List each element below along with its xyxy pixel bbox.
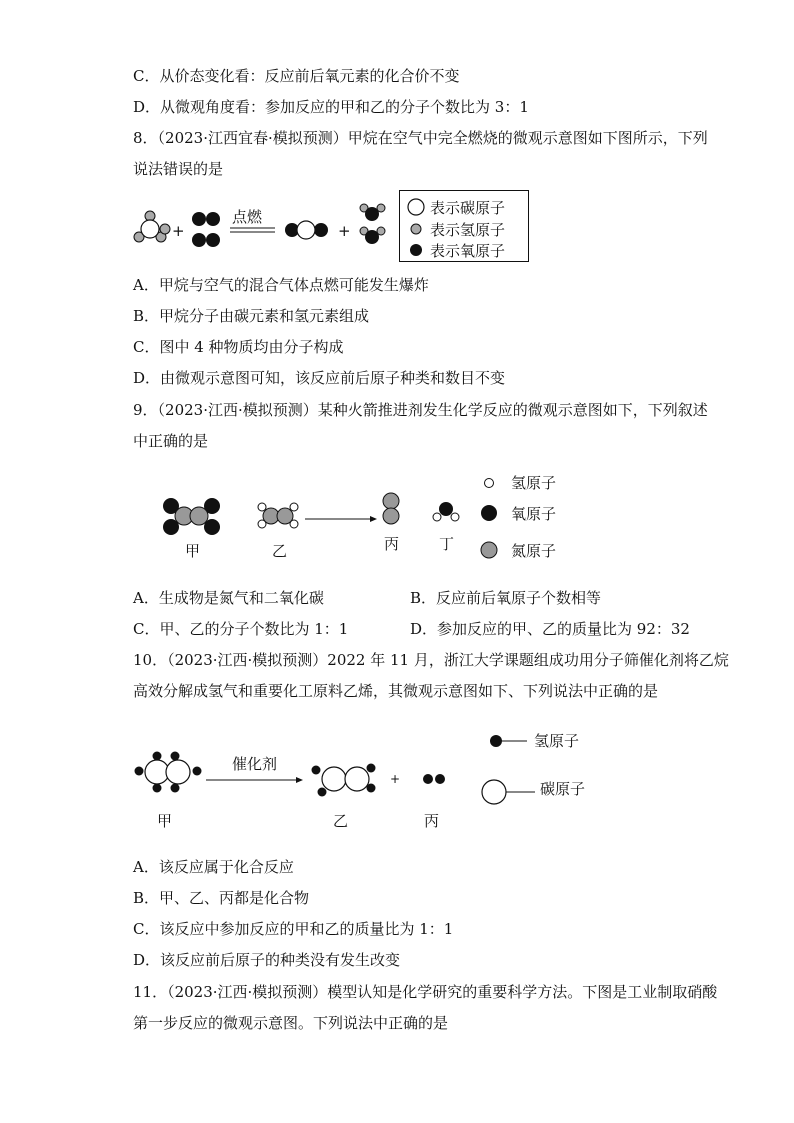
q9-label-ding: 丁: [439, 535, 455, 553]
q10-stem-line1: 10．（2023·江西·模拟预测）2022 年 11 月，浙江大学课题组成功用分子筛催化剂将乙烷: [133, 651, 729, 669]
q9-option-a: A．生成物是氮气和二氧化碳: [133, 589, 324, 607]
q9-legend-nitrogen: 氮原子: [511, 542, 557, 560]
q10-yi-molecule: [312, 764, 376, 797]
legend-carbon: 表示碳原子: [430, 199, 506, 217]
q10-option-d: D．该反应前后原子的种类没有发生改变: [133, 951, 401, 969]
q10-condition: 催化剂: [232, 755, 278, 773]
q10-label-bing: 丙: [424, 812, 440, 830]
plus-sign-2: +: [338, 222, 351, 240]
q10-bing-molecule: [423, 774, 445, 784]
legend-oxygen: 表示氧原子: [430, 242, 506, 260]
q9-label-jia: 甲: [185, 542, 201, 560]
q10-label-yi: 乙: [333, 812, 349, 830]
q10-jia-molecule: [135, 752, 202, 793]
q9-label-bing: 丙: [384, 535, 400, 553]
q8-condition: 点燃: [232, 208, 263, 226]
q9-label-yi: 乙: [272, 542, 288, 560]
q10-hydrogen-legend-icon: [490, 735, 502, 747]
q9-option-b: B．反应前后氧原子个数相等: [410, 589, 602, 607]
q8-option-c: C．图中 4 种物质均由分子构成: [133, 338, 344, 356]
q8-stem-line2: 说法错误的是: [133, 160, 224, 178]
q11-stem-line1: 11．（2023·江西·模拟预测）模型认知是化学研究的重要科学方法。下图是工业制取硝酸: [133, 983, 718, 1001]
q9-legend-hydrogen: 氢原子: [511, 474, 557, 492]
q10-plus-sign: +: [390, 772, 401, 786]
q10-option-b: B．甲、乙、丙都是化合物: [133, 889, 310, 907]
q10-stem-line2: 高效分解成氢气和重要化工原料乙烯，其微观示意图如下、下列说法中正确的是: [133, 682, 659, 700]
q8-option-d: D．由微观示意图可知，该反应前后原子种类和数目不变: [133, 369, 506, 387]
q10-legend-hydrogen: 氢原子: [534, 732, 580, 750]
q9-option-d: D．参加反应的甲、乙的质量比为 92：32: [410, 620, 690, 638]
q10-option-a: A．该反应属于化合反应: [133, 858, 294, 876]
q10-arrow-head: [296, 777, 303, 783]
q11-stem-line2: 第一步反应的微观示意图。下列说法中正确的是: [133, 1014, 449, 1032]
q10-option-c: C．该反应中参加反应的甲和乙的质量比为 1：1: [133, 920, 454, 938]
plus-sign: +: [172, 222, 185, 240]
q10-label-jia: 甲: [157, 812, 173, 830]
q9-stem-line1: 9．（2023·江西·模拟预测）某种火箭推进剂发生化学反应的微观示意图如下，下列叙述: [133, 401, 708, 419]
q10-carbon-legend-icon: [482, 780, 506, 804]
option-d-prev: D．从微观角度看：参加反应的甲和乙的分子个数比为 3：1: [133, 98, 529, 116]
q8-stem-line1: 8．（2023·江西宜春·模拟预测）甲烷在空气中完全燃烧的微观示意图如下图所示，下列: [133, 129, 708, 147]
q9-stem-line2: 中正确的是: [133, 432, 209, 450]
q9-legend-oxygen: 氧原子: [511, 505, 557, 523]
q9-option-c: C．甲、乙的分子个数比为 1：1: [133, 620, 349, 638]
legend-hydrogen: 表示氢原子: [430, 221, 506, 239]
q8-option-a: A．甲烷与空气的混合气体点燃可能发生爆炸: [133, 276, 429, 294]
option-c-prev: C．从价态变化看：反应前后氧元素的化合价不变: [133, 67, 460, 85]
q10-legend-carbon: 碳原子: [540, 780, 586, 798]
q8-option-b: B．甲烷分子由碳元素和氢元素组成: [133, 307, 370, 325]
